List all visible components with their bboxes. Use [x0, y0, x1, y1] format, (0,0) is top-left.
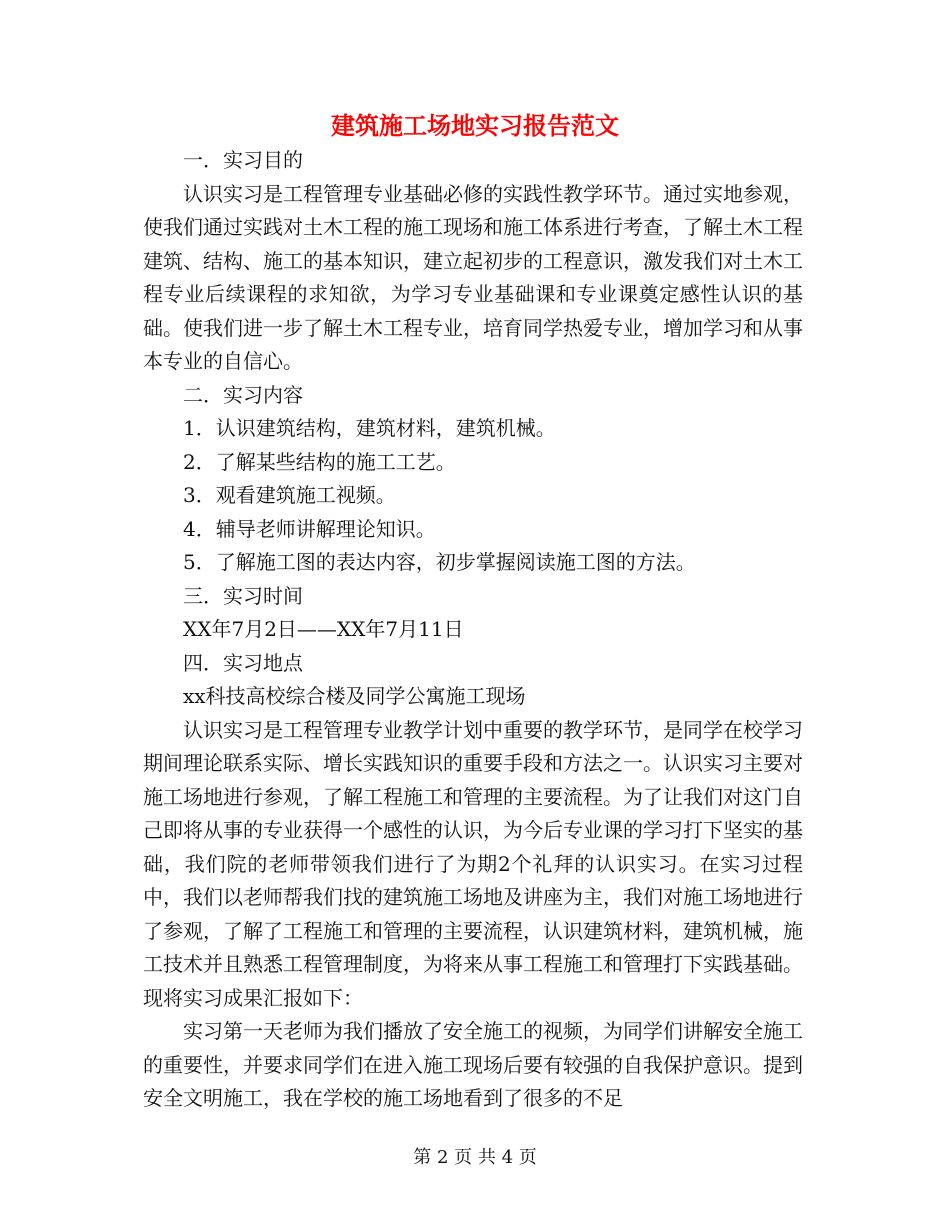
- list-item: 5．了解施工图的表达内容，初步掌握阅读施工图的方法。: [183, 550, 696, 574]
- section-heading-content: 二．实习内容: [183, 382, 303, 407]
- section-heading-time: 三．实习时间: [183, 583, 303, 608]
- list-item: 3．观看建筑施工视频。: [183, 483, 396, 507]
- internship-location: xx科技高校综合楼及同学公寓施工现场: [183, 684, 526, 708]
- paragraph-overview: 认识实习是工程管理专业教学计划中重要的教学环节，是同学在校学习期间理论联系实际、增长实践知识的重要手段和方法之一。认识实习主要对施工场地进行参观，了解工程施工和管理的主要流程。为了让我们对这门自己即将从事的专业获得一个感性的认识，为今后专业课的学习打下坚实的基础，我们院的老师带领我们进行了为期2个礼拜的认识实习。在实习过程中，我们以老师帮我们找的建筑施工场地及讲座为主，我们对施工场地进行了参观，了解了工程施工和管理的主要流程，认识建筑材料，建筑机械，施工技术并且熟悉工程管理制度，为将来从事工程施工和管理打下实践基础。现将实习成果汇报如下：: [143, 717, 803, 1010]
- internship-dates: XX年7月2日——XX年7月11日: [183, 617, 464, 641]
- paragraph-purpose: 认识实习是工程管理专业基础必修的实践性教学环节。通过实地参观，使我们通过实践对土木工程的施工现场和施工体系进行考查，了解土木工程建筑、结构、施工的基本知识，建立起初步的工程意识，激发我们对土木工程专业后续课程的求知欲，为学习专业基础课和专业课奠定感性认识的基础。使我们进一步了解土木工程专业，培育同学热爱专业，增加学习和从事本专业的自信心。: [143, 181, 803, 373]
- section-heading-location: 四．实习地点: [183, 650, 303, 675]
- section-heading-purpose: 一．实习目的: [183, 148, 303, 172]
- list-item: 1．认识建筑结构，建筑材料，建筑机械。: [183, 416, 556, 440]
- page-number-footer: 第 2 页 共 4 页: [413, 1147, 537, 1168]
- list-item: 4．辅导老师讲解理论知识。: [183, 516, 436, 541]
- paragraph-day-one: 实习第一天老师为我们播放了安全施工的视频，为同学们讲解安全施工的重要性，并要求同学们在进入施工现场后要有较强的自我保护意识。提到安全文明施工，我在学校的施工场地看到了很多的不足: [143, 1019, 803, 1110]
- document-title: 建筑施工场地实习报告范文: [331, 111, 619, 140]
- list-item: 2．了解某些结构的施工工艺。: [183, 449, 456, 474]
- document-body: [143, 144, 803, 1116]
